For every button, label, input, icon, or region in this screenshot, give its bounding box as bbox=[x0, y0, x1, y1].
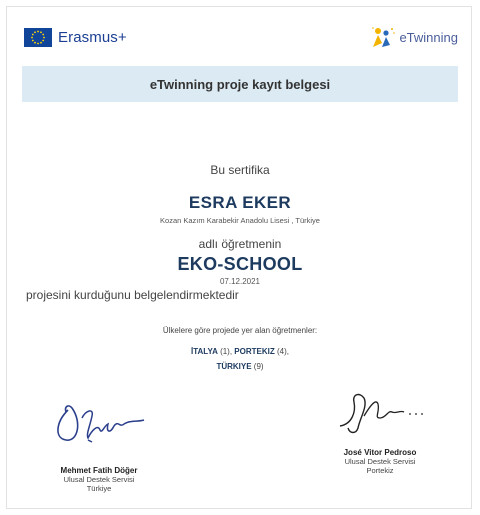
project-name: EKO-SCHOOL bbox=[177, 254, 303, 274]
middle-text: adlı öğretmenin bbox=[198, 237, 282, 251]
etwinning-logo bbox=[370, 25, 458, 49]
country-portugal-count: (4), bbox=[274, 347, 289, 356]
country-italy: İTALYA bbox=[191, 347, 218, 356]
school-name: Kozan Kazım Karabekir Anadolu Lisesi , Türkiye bbox=[160, 216, 320, 225]
country-turkey-count: (9) bbox=[251, 362, 264, 371]
signatory-left-name: Mehmet Fatih Döğer bbox=[60, 466, 138, 475]
certificate-title: eTwinning proje kayıt belgesi bbox=[149, 76, 331, 92]
signatory-right bbox=[330, 448, 430, 475]
certify-text: projesini kurduğunu belgelendirmektedir bbox=[26, 288, 239, 302]
country-portugal: PORTEKIZ bbox=[234, 347, 275, 356]
countries-line-2 bbox=[0, 362, 480, 371]
signatory-left-country: Türkiye bbox=[86, 484, 112, 493]
signatory-right-role: Ulusal Destek Servisi bbox=[344, 457, 416, 466]
country-italy-count: (1), bbox=[217, 347, 235, 356]
countries-lead: Ülkelere göre projede yer alan öğretmenler: bbox=[162, 326, 318, 335]
etwinning-logo-icon bbox=[370, 25, 396, 49]
country-turkey: TÜRKIYE bbox=[216, 362, 252, 371]
intro-text: Bu sertifika bbox=[210, 163, 270, 177]
signatory-right-country: Portekiz bbox=[366, 466, 394, 475]
erasmus-logo bbox=[24, 28, 127, 47]
signatory-right-name: José Vitor Pedroso bbox=[343, 448, 417, 457]
certificate-header bbox=[0, 0, 480, 60]
signature-right-icon bbox=[330, 388, 430, 443]
countries-line-1 bbox=[0, 347, 480, 356]
etwinning-label: eTwinning bbox=[399, 29, 458, 45]
eu-flag-icon bbox=[24, 28, 52, 47]
erasmus-label: Erasmus+ bbox=[58, 29, 127, 46]
certificate-date: 07.12.2021 bbox=[219, 277, 261, 286]
teacher-name: ESRA EKER bbox=[188, 193, 292, 212]
signatory-left bbox=[40, 466, 158, 493]
signature-left-icon bbox=[52, 400, 142, 455]
title-band bbox=[22, 66, 458, 102]
signatory-left-role: Ulusal Destek Servisi bbox=[63, 475, 135, 484]
